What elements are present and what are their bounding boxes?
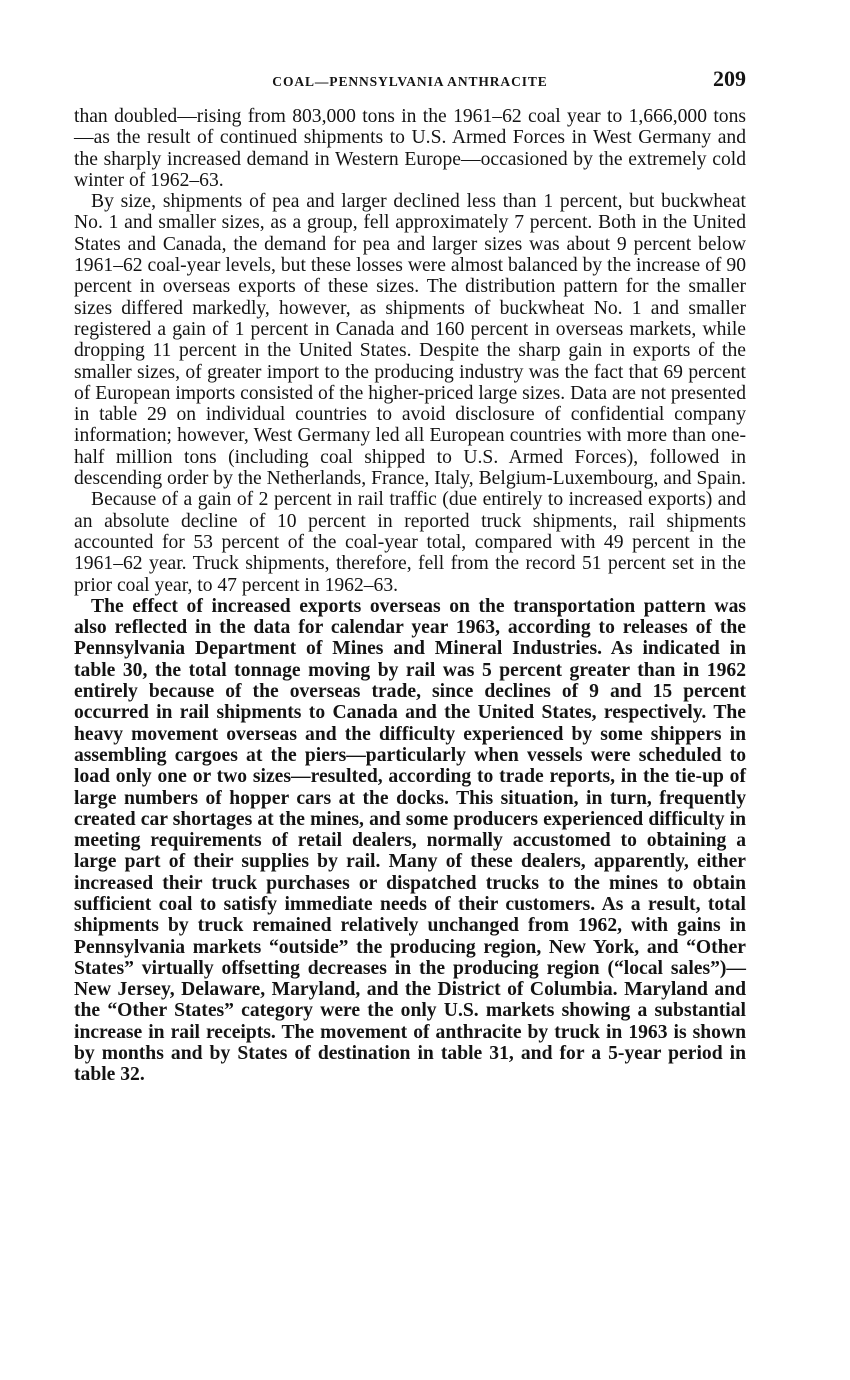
- body-text: [74, 106, 746, 1086]
- running-title: COAL—PENNSYLVANIA ANTHRACITE: [272, 74, 548, 89]
- page-number: 209: [713, 66, 746, 91]
- running-header: [74, 66, 746, 106]
- paragraph-rail-and-truck: Because of a gain of 2 percent in rail traffic (due entirely to increased exports) and an absolute decline of 10 percent in reported truck shipments, rail shipments accounted for 53 percent of the coal-year total, compared with 49 percent in the 1961–62 year. Truck shipments, therefore, fell from the record 51 percent set in the prior coal year, to 47 percent in 1962–63.: [74, 489, 746, 596]
- paragraph-transportation-pattern: The effect of increased exports overseas on the transportation pattern was also reflected in the data for calendar year 1963, according to releases of the Pennsylvania Department of Mines and Mineral Industries. As indicated in table 30, the total tonnage moving by rail was 5 percent greater than in 1962 entirely because of the overseas trade, since declines of 9 and 15 percent occurred in rail shipments to Canada and the United States, respectively. The heavy movement overseas and the difficulty experienced by some shippers in assembling cargoes at the piers—particularly when vessels were scheduled to load only one or two sizes—resulted, according to trade reports, in the tie-up of large numbers of hopper cars at the docks. This situation, in turn, frequently created car shortages at the mines, and some producers experienced difficulty in meeting requirements of retail dealers, normally accustomed to obtaining a large part of their supplies by rail. Many of these dealers, apparently, either increased their truck purchases or dispatched trucks to the mines to obtain sufficient coal to satisfy immediate needs of their customers. As a result, total shipments by truck remained relatively unchanged from 1962, with gains in Pennsylvania markets “outside” the producing region, New York, and “Other States” virtually offsetting decreases in the producing region (“local sales”)—New Jersey, Delaware, Maryland, and the District of Columbia. Maryland and the “Other States” category were the only U.S. markets showing a substantial increase in rail receipts. The movement of anthracite by truck in 1963 is shown by months and by States of destination in table 31, and for a 5-year period in table 32.: [74, 595, 746, 1086]
- paragraph-continued: than doubled—rising from 803,000 tons in the 1961–62 coal year to 1,666,000 tons—as the result of continued shipments to U.S. Armed Forces in West Germany and the sharply increased demand in Western Europe—occasioned by the extremely cold winter of 1962–63.: [74, 106, 746, 191]
- document-page: [74, 66, 746, 1086]
- paragraph-shipments-by-size: By size, shipments of pea and larger declined less than 1 percent, but buckwheat No. 1 and smaller sizes, as a group, fell approximately 7 percent. Both in the United States and Canada, the demand for pea and larger sizes was about 9 percent below 1961–62 coal-year levels, but these losses were almost balanced by the increase of 90 percent in overseas exports of these sizes. The distribution pattern for the smaller sizes differed markedly, however, as shipments of buckwheat No. 1 and smaller registered a gain of 1 percent in Canada and 160 percent in overseas markets, while dropping 11 percent in the United States. Despite the sharp gain in exports of the smaller sizes, of greater import to the producing industry was the fact that 69 percent of European imports consisted of the higher-priced large sizes. Data are not presented in table 29 on individual countries to avoid disclosure of confidential company information; however, West Germany led all European countries with more than one-half million tons (including coal shipped to U.S. Armed Forces), followed in descending order by the Netherlands, France, Italy, Belgium-Luxembourg, and Spain.: [74, 191, 746, 490]
